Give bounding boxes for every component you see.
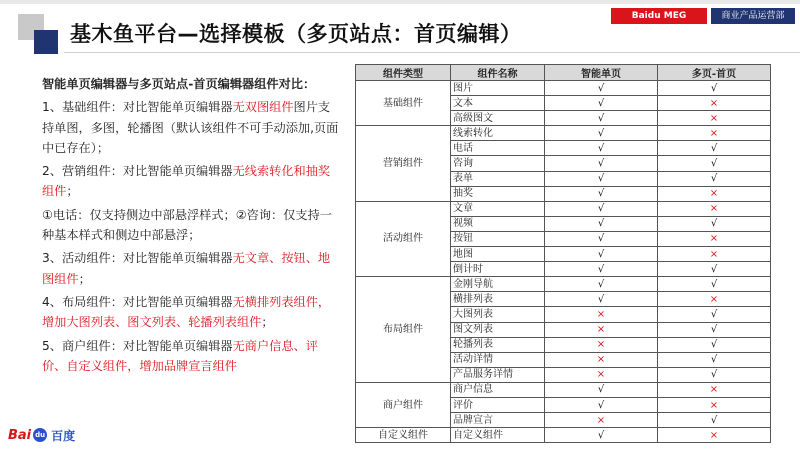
notes-heading: 智能单页编辑器与多页站点-首页编辑器组件对比： [42, 77, 316, 91]
table-row [356, 201, 771, 216]
component-name-cell: 文章 [451, 201, 545, 216]
single-page-support-cell: √ [545, 277, 658, 292]
table-body [356, 81, 771, 443]
component-name-cell: 横排列表 [451, 292, 545, 307]
single-page-support-cell: √ [545, 126, 658, 141]
component-comparison-table [355, 64, 771, 443]
note-activity-red: 无文章、按钮、地图组件 [42, 251, 331, 286]
single-page-support-cell: × [545, 367, 658, 382]
note-layout-rest: ； [261, 315, 274, 330]
single-page-support-cell: √ [545, 156, 658, 171]
top-decor-bar [0, 0, 800, 4]
single-page-support-cell: × [545, 322, 658, 337]
component-name-cell: 图文列表 [451, 322, 545, 337]
component-name-cell: 线索转化 [451, 126, 545, 141]
note-basic-red: 无双图组件 [232, 100, 294, 115]
component-name-cell: 评价 [451, 397, 545, 412]
component-name-cell: 产品服务详情 [451, 367, 545, 382]
header-multi: 多页-首页 [658, 65, 771, 81]
note-activity-prefix: 3、活动组件：对比智能单页编辑器 [42, 251, 233, 266]
multi-home-support-cell: √ [658, 352, 771, 367]
multi-home-support-cell: √ [658, 322, 771, 337]
multi-home-support-cell: × [658, 397, 771, 412]
note-merchant [42, 336, 342, 377]
note-merchant-red: 无商户信息、评价、自定义组件，增加品牌宣言组件 [42, 338, 318, 373]
component-name-cell: 商户信息 [451, 382, 545, 397]
multi-home-support-cell: × [658, 428, 771, 443]
single-page-support-cell: √ [545, 201, 658, 216]
single-page-support-cell: √ [545, 96, 658, 111]
header-name: 组件名称 [451, 65, 545, 81]
decor-square-navy [34, 30, 58, 54]
table-row [356, 428, 771, 443]
single-page-support-cell: √ [545, 292, 658, 307]
single-page-support-cell: √ [545, 231, 658, 246]
multi-home-support-cell: × [658, 111, 771, 126]
multi-home-support-cell: × [658, 231, 771, 246]
table-row [356, 382, 771, 397]
component-type-cell: 布局组件 [356, 277, 451, 383]
title-divider [64, 52, 800, 53]
note-layout-red: 无横排列表组件，增加大图列表、图文列表、轮播列表组件 [42, 294, 331, 330]
brand-badge-meg: Baidu MEG [611, 8, 707, 24]
single-page-support-cell: √ [545, 397, 658, 412]
header-single: 智能单页 [545, 65, 658, 81]
single-page-support-cell: √ [545, 141, 658, 156]
note-basic [42, 97, 342, 158]
component-name-cell: 金刚导航 [451, 277, 545, 292]
component-name-cell: 图片 [451, 81, 545, 96]
multi-home-support-cell: × [658, 201, 771, 216]
component-name-cell: 自定义组件 [451, 428, 545, 443]
component-type-cell: 营销组件 [356, 126, 451, 201]
table-header-row [356, 65, 771, 81]
multi-home-support-cell: √ [658, 413, 771, 428]
multi-home-support-cell: √ [658, 262, 771, 277]
note-merchant-prefix: 5、商户组件：对比智能单页编辑器 [42, 338, 233, 353]
note-marketing [42, 161, 342, 202]
multi-home-support-cell: √ [658, 367, 771, 382]
brand-badge-dept: 商业产品运营部 [711, 8, 795, 24]
multi-home-support-cell: √ [658, 171, 771, 186]
component-name-cell: 文本 [451, 96, 545, 111]
multi-home-support-cell: √ [658, 81, 771, 96]
multi-home-support-cell: × [658, 247, 771, 262]
multi-home-support-cell: √ [658, 337, 771, 352]
note-basic-prefix: 1、基础组件：对比智能单页编辑器 [42, 100, 233, 115]
component-name-cell: 视频 [451, 216, 545, 231]
multi-home-support-cell: × [658, 186, 771, 201]
single-page-support-cell: √ [545, 262, 658, 277]
note-phone-consult: ①电话：仅支持侧边中部悬浮样式；②咨询：仅支持一种基本样式和侧边中部悬浮； [42, 207, 332, 243]
single-page-support-cell: √ [545, 382, 658, 397]
note-marketing-red: 无线索转化和抽奖组件 [42, 164, 331, 199]
note-layout-prefix: 4、布局组件：对比智能单页编辑器 [42, 294, 233, 309]
single-page-support-cell: × [545, 337, 658, 352]
paw-icon: du [33, 428, 47, 442]
multi-home-support-cell: √ [658, 277, 771, 292]
single-page-support-cell: × [545, 352, 658, 367]
multi-home-support-cell: × [658, 96, 771, 111]
component-name-cell: 品牌宣言 [451, 413, 545, 428]
logo-bai-text: Bai [8, 427, 32, 443]
note-marketing-prefix: 2、营销组件：对比智能单页编辑器 [42, 164, 233, 179]
note-activity [42, 248, 342, 289]
single-page-support-cell: √ [545, 428, 658, 443]
component-type-cell: 商户组件 [356, 382, 451, 427]
single-page-support-cell: √ [545, 81, 658, 96]
note-activity-rest: ； [78, 271, 91, 286]
component-name-cell: 高级图文 [451, 111, 545, 126]
single-page-support-cell: × [545, 307, 658, 322]
component-name-cell: 地图 [451, 247, 545, 262]
component-name-cell: 倒计时 [451, 262, 545, 277]
component-name-cell: 大图列表 [451, 307, 545, 322]
note-layout [42, 292, 342, 333]
multi-home-support-cell: √ [658, 307, 771, 322]
single-page-support-cell: × [545, 413, 658, 428]
logo-cn-text: 百度 [51, 428, 76, 443]
component-name-cell: 表单 [451, 171, 545, 186]
component-name-cell: 咨询 [451, 156, 545, 171]
single-page-support-cell: √ [545, 171, 658, 186]
table-row [356, 277, 771, 292]
component-name-cell: 抽奖 [451, 186, 545, 201]
single-page-support-cell: √ [545, 247, 658, 262]
single-page-support-cell: √ [545, 111, 658, 126]
table-row [356, 126, 771, 141]
component-name-cell: 轮播列表 [451, 337, 545, 352]
header-type: 组件类型 [356, 65, 451, 81]
multi-home-support-cell: √ [658, 141, 771, 156]
component-name-cell: 电话 [451, 141, 545, 156]
comparison-notes [42, 74, 342, 379]
component-type-cell: 自定义组件 [356, 428, 451, 443]
single-page-support-cell: √ [545, 216, 658, 231]
multi-home-support-cell: × [658, 292, 771, 307]
page-title: 基木鱼平台—选择模板（多页站点：首页编辑） [70, 22, 522, 46]
component-type-cell: 活动组件 [356, 201, 451, 276]
component-type-cell: 基础组件 [356, 81, 451, 126]
baidu-logo [8, 425, 75, 445]
multi-home-support-cell: √ [658, 156, 771, 171]
table-row [356, 81, 771, 96]
component-name-cell: 按钮 [451, 231, 545, 246]
multi-home-support-cell: × [658, 382, 771, 397]
component-name-cell: 活动详情 [451, 352, 545, 367]
single-page-support-cell: √ [545, 186, 658, 201]
multi-home-support-cell: × [658, 126, 771, 141]
note-basic-rest: 图片支持单图，多图，轮播图（默认该组件不可手动添加,页面中已存在）； [42, 100, 339, 155]
note-marketing-rest: ； [66, 184, 79, 199]
multi-home-support-cell: √ [658, 216, 771, 231]
